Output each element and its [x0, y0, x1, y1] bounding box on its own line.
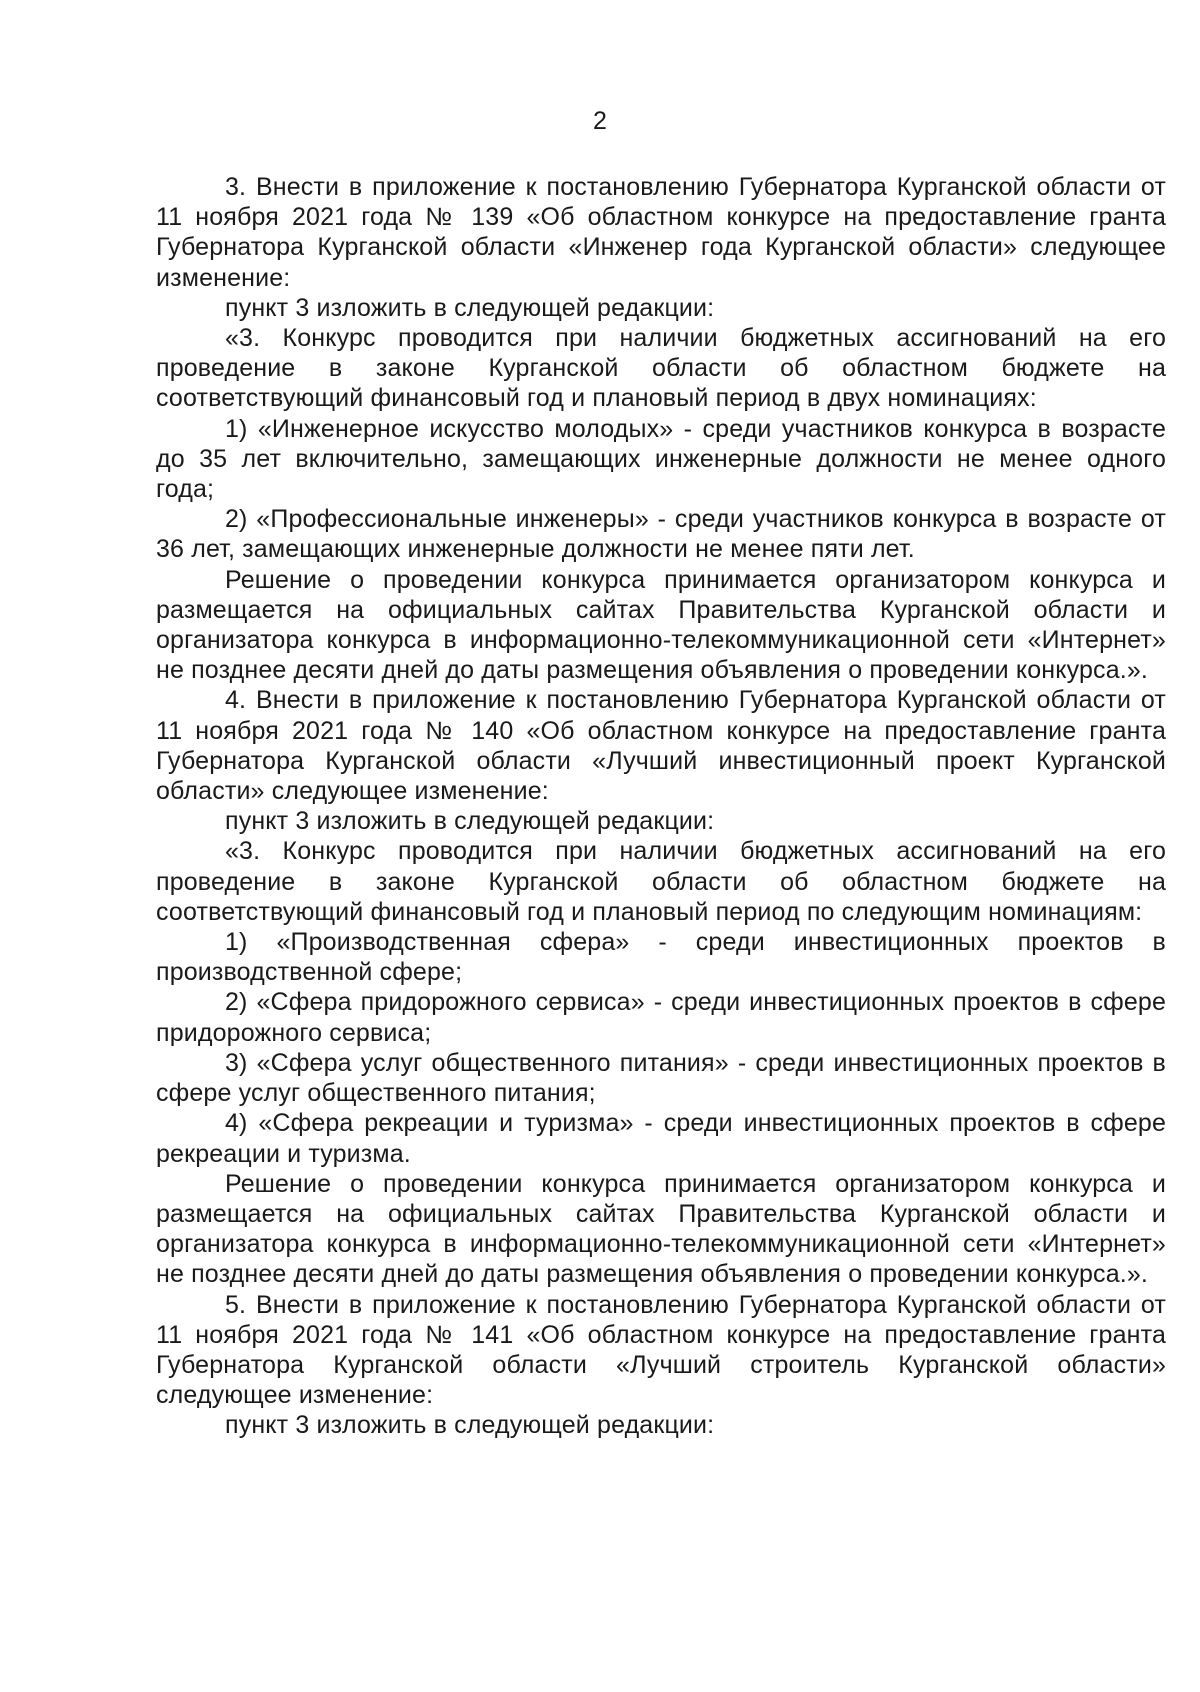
paragraph-amend-instruction: пункт 3 изложить в следующей редакции:: [225, 807, 715, 836]
paragraph-contest-clause: «3. Конкурс проводится при наличии бюджетных ассигнований на его проведение в законе Курганской области об областном бюджете на соответствующий финансовый год и плановый период по следующим номинациям:: [156, 837, 1166, 926]
paragraph-contest-clause: «3. Конкурс проводится при наличии бюджетных ассигнований на его проведение в законе Курганской области об областном бюджете на соответствующий финансовый год и плановый период в двух номинациях:: [156, 324, 1166, 413]
paragraph-decision: Решение о проведении конкурса принимается организатором конкурса и размещается на официальных сайтах Правительства Курганской области и организатора конкурса в информационно-телекоммуникационной сети «Интернет» не позднее десяти дней до даты размещения объявления о проведении конкурса.».: [156, 565, 1166, 685]
paragraph-nomination-3: 3) «Сфера услуг общественного питания» - среди инвестиционных проектов в сфере услуг общественного питания;: [156, 1048, 1166, 1108]
paragraph-nomination-1: 1) «Инженерное искусство молодых» - среди участников конкурса в возрасте до 35 лет включительно, замещающих инженерные должности не менее одного года;: [156, 414, 1166, 504]
paragraph-decision: Решение о проведении конкурса принимается организатором конкурса и размещается на официальных сайтах Правительства Курганской области и организатора конкурса в информационно-телекоммуникационной сети «Интернет» не позднее десяти дней до даты размещения объявления о проведении конкурса.».: [156, 1169, 1166, 1289]
paragraph-nomination-1: 1) «Производственная сфера» - среди инвестиционных проектов в производственной сфере;: [156, 928, 1166, 987]
document-body: [156, 172, 1166, 1441]
paragraph-nomination-4: 4) «Сфера рекреации и туризма» - среди инвестиционных проектов в сфере рекреации и туризма.: [156, 1109, 1166, 1168]
page-number: 2: [593, 107, 607, 135]
paragraph-amend-instruction: пункт 3 изложить в следующей редакции:: [225, 1411, 715, 1440]
paragraph-item-3: 3. Внести в приложение к постановлению Губернатора Курганской области от 11 ноября 2021 года № 139 «Об областном конкурсе на предоставление гранта Губернатора Курганской области «Инженер года Курганской области» следующее изменение:: [156, 173, 1166, 292]
paragraph-item-4: 4. Внести в приложение к постановлению Губернатора Курганской области от 11 ноября 2021 года № 140 «Об областном конкурсе на предоставление гранта Губернатора Курганской области «Лучший инвестиционный проект Курганской области» следующее изменение:: [156, 686, 1166, 806]
paragraph-nomination-2: 2) «Профессиональные инженеры» - среди участников конкурса в возрасте от 36 лет, замещающих инженерные должности не менее пяти лет.: [156, 505, 1166, 564]
paragraph-nomination-2: 2) «Сфера придорожного сервиса» - среди инвестиционных проектов в сфере придорожного сервиса;: [156, 988, 1166, 1047]
paragraph-item-5: 5. Внести в приложение к постановлению Губернатора Курганской области от 11 ноября 2021 года № 141 «Об областном конкурсе на предоставление гранта Губернатора Курганской области «Лучший строитель Курганской области» следующее изменение:: [156, 1290, 1166, 1410]
paragraph-amend-instruction: пункт 3 изложить в следующей редакции:: [225, 293, 715, 322]
